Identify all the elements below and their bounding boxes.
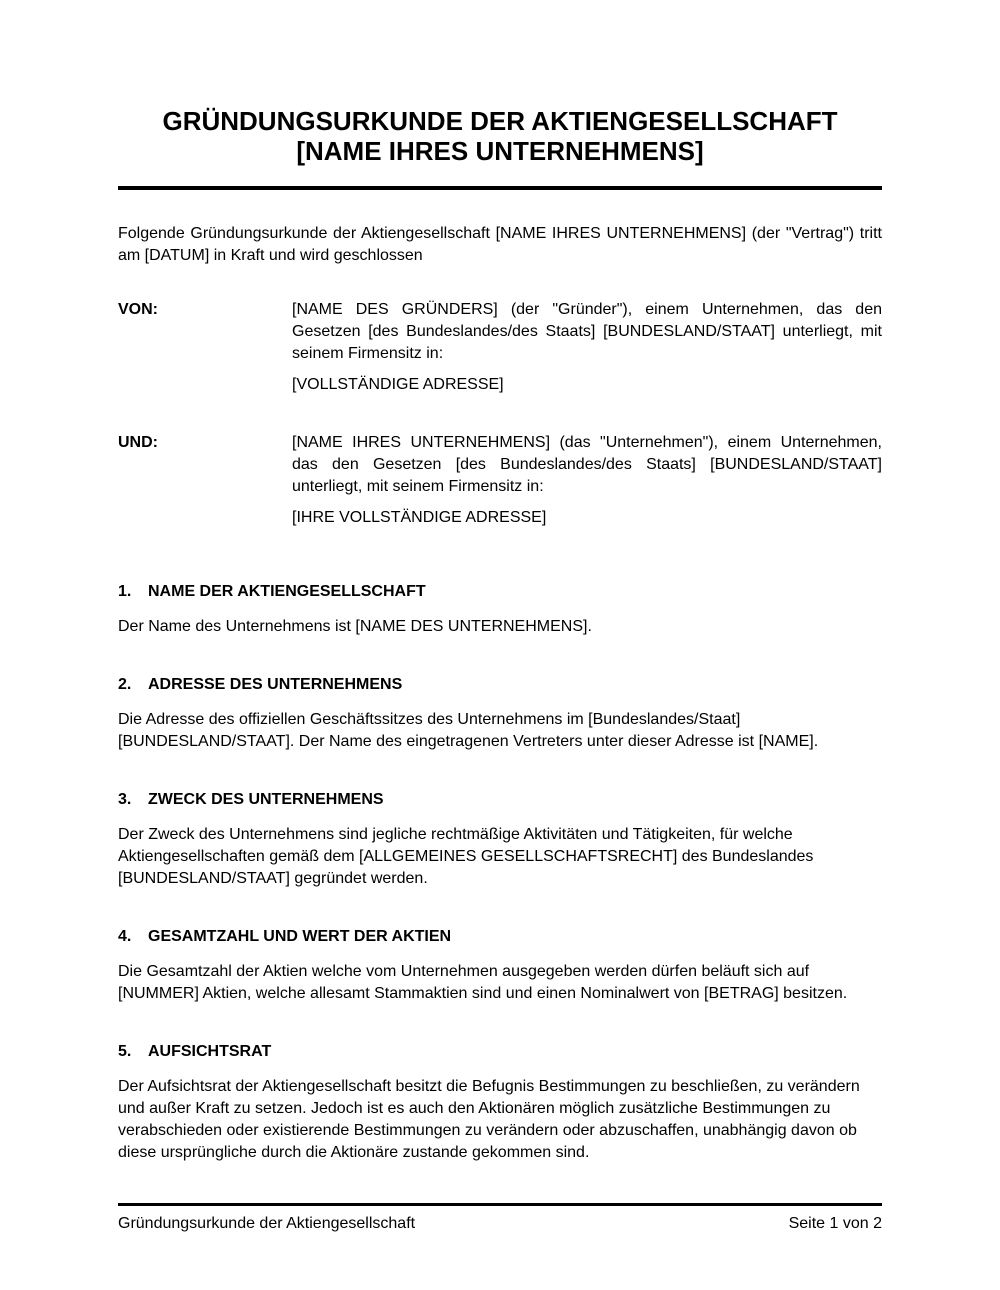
party-address-und: [IHRE VOLLSTÄNDIGE ADRESSE] xyxy=(292,509,547,526)
section-4-aktien xyxy=(118,926,882,1005)
footer-page-number: Seite 1 von 2 xyxy=(788,1215,882,1232)
section-heading xyxy=(118,926,882,948)
section-5-aufsichtsrat xyxy=(118,1041,882,1164)
section-heading-text: ADRESSE DES UNTERNEHMENS xyxy=(148,676,403,693)
intro-paragraph: Folgende Gründungsurkunde der Aktiengesellschaft [NAME IHRES UNTERNEHMENS] (der "Vertrag") tritt am [DATUM] in Kraft und wird geschlossen xyxy=(118,225,882,264)
section-heading xyxy=(118,1041,882,1063)
party-label-und: UND: xyxy=(118,434,158,451)
section-heading xyxy=(118,789,882,811)
section-heading-text: ZWECK DES UNTERNEHMENS xyxy=(148,791,384,808)
section-heading-text: GESAMTZAHL UND WERT DER AKTIEN xyxy=(148,928,452,945)
section-heading xyxy=(118,674,882,696)
document-title-line-2: [NAME IHRES UNTERNEHMENS] xyxy=(296,136,704,166)
section-heading-text: AUFSICHTSRAT xyxy=(148,1043,272,1060)
section-body: Die Gesamtzahl der Aktien welche vom Unternehmen ausgegeben werden dürfen beläuft sich auf [NUMMER] Aktien, welche allesamt Stammaktien sind und einen Nominalwert von [BETRAG] besitzen. xyxy=(118,963,848,1002)
section-number: 3. xyxy=(118,791,132,808)
section-number: 4. xyxy=(118,928,132,945)
party-label-von: VON: xyxy=(118,301,158,318)
document-title xyxy=(118,106,882,166)
footer-document-title: Gründungsurkunde der Aktiengesellschaft xyxy=(118,1215,416,1232)
party-text-von: [NAME DES GRÜNDERS] (der "Gründer"), einem Unternehmen, das den Gesetzen [des Bundeslandes/des Staats] [BUNDESLAND/STAAT] unterliegt, mit seinem Firmensitz in: xyxy=(292,301,882,362)
section-1-name xyxy=(118,581,882,638)
party-text-und: [NAME IHRES UNTERNEHMENS] (das "Unternehmen"), einem Unternehmen, das den Gesetzen [des Bundeslandes/des Staats] [BUNDESLAND/STAAT] unterliegt, mit seinem Firmensitz in: xyxy=(292,434,882,495)
party-body-von xyxy=(292,299,882,396)
document-title-line-1: GRÜNDUNGSURKUNDE DER AKTIENGESELLSCHAFT xyxy=(162,106,838,136)
party-body-und xyxy=(292,432,882,529)
section-body: Der Name des Unternehmens ist [NAME DES UNTERNEHMENS]. xyxy=(118,618,592,635)
section-body: Der Zweck des Unternehmens sind jegliche rechtmäßige Aktivitäten und Tätigkeiten, für welche Aktiengesellschaften gemäß dem [ALLGEMEINES GESELLSCHAFTSRECHT] des Bundeslandes [BUNDESLAND/STAAT] gegründet werden. xyxy=(118,826,814,887)
section-heading-text: NAME DER AKTIENGESELLSCHAFT xyxy=(148,583,426,600)
page-footer xyxy=(118,1203,882,1234)
section-body: Der Aufsichtsrat der Aktiengesellschaft besitzt die Befugnis Bestimmungen zu beschließen, zu verändern und außer Kraft zu setzen. Jedoch ist es auch den Aktionären möglich zusätzliche Bestimmungen zu verabschieden oder existierende Bestimmungen zu verändern oder abzuschaffen, unabhängig davon ob diese ursprüngliche durch die Aktionäre zustande gekommen sind. xyxy=(118,1078,860,1161)
document-content xyxy=(0,106,1000,1164)
party-address-von: [VOLLSTÄNDIGE ADRESSE] xyxy=(292,376,504,393)
section-body: Die Adresse des offiziellen Geschäftssitzes des Unternehmens im [Bundeslandes/Staat] [BUNDESLAND/STAAT]. Der Name des eingetragenen Vertreters unter dieser Adresse ist [NAME]. xyxy=(118,711,819,750)
section-number: 5. xyxy=(118,1043,132,1060)
section-3-zweck xyxy=(118,789,882,890)
section-2-adresse xyxy=(118,674,882,753)
title-divider xyxy=(118,186,882,190)
section-number: 2. xyxy=(118,676,132,693)
party-row-und xyxy=(118,432,882,529)
party-row-von xyxy=(118,299,882,396)
section-heading xyxy=(118,581,882,603)
section-number: 1. xyxy=(118,583,132,600)
